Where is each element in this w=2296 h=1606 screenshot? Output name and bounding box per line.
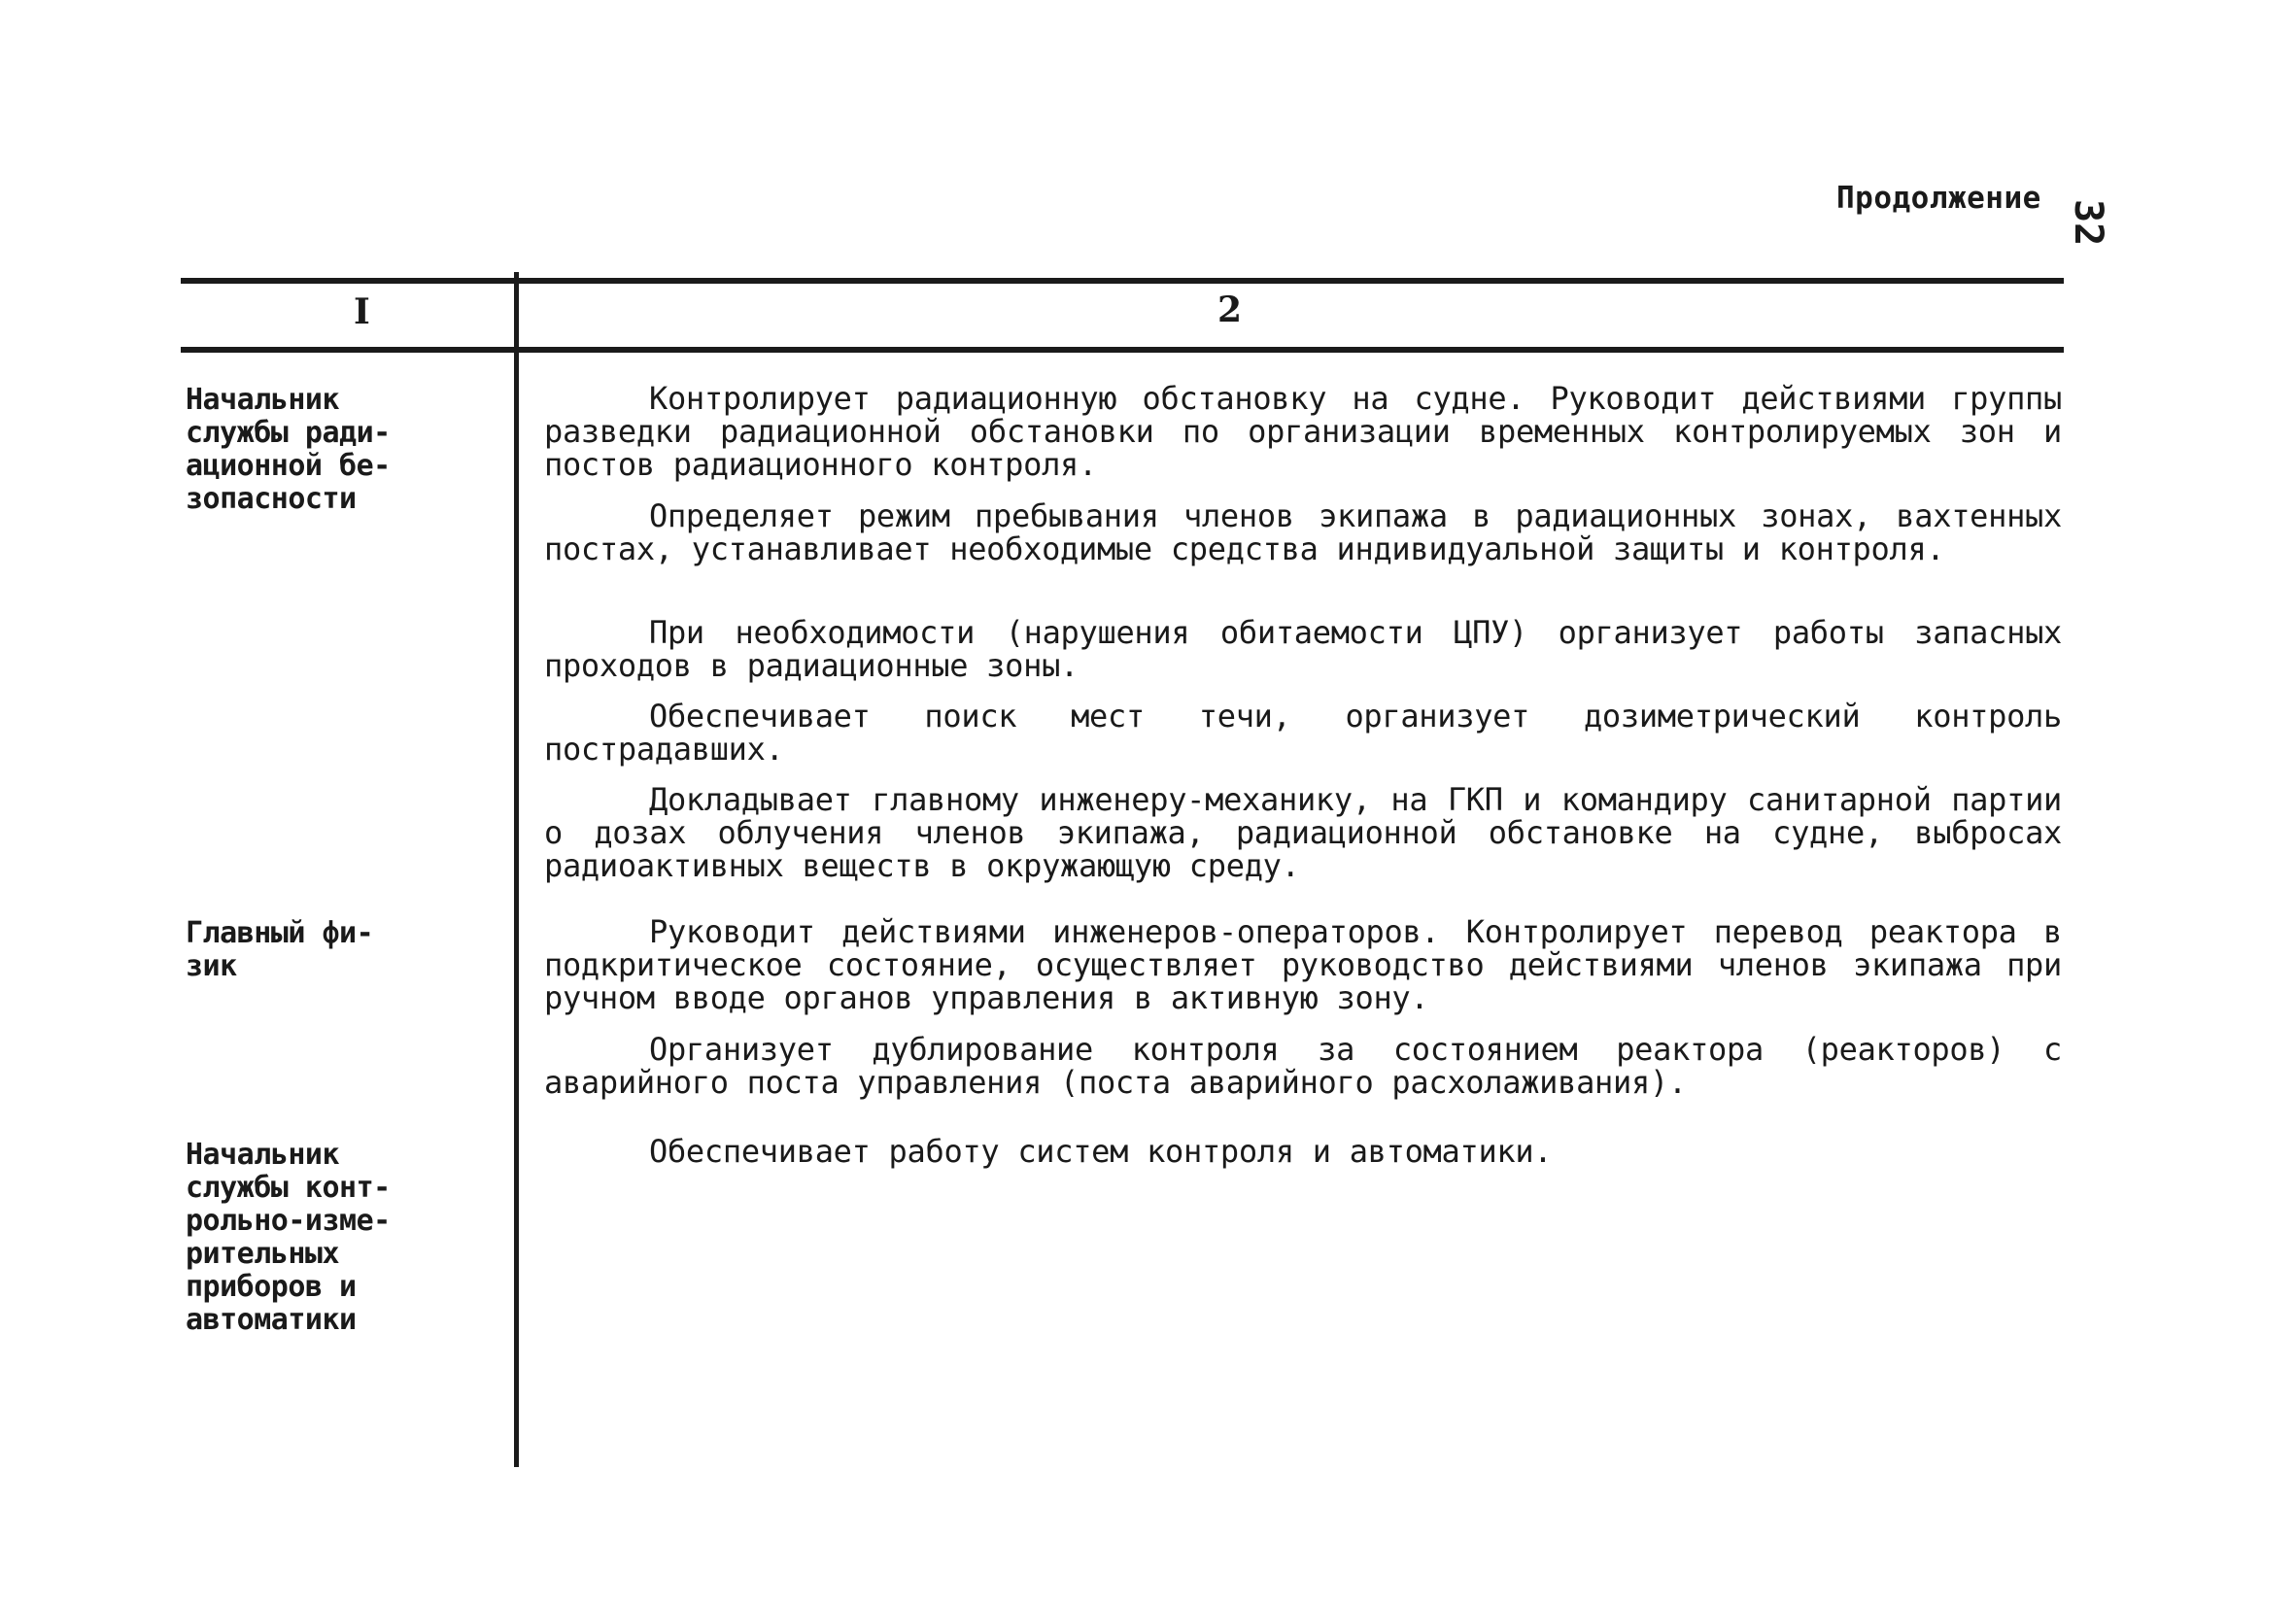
role-instrumentation-service-chief: Начальник службы конт- рольно-изме- рительных приборов и автоматики — [186, 1138, 391, 1337]
continuation-label: Продолжение — [1836, 181, 2041, 216]
table-top-rule — [181, 278, 2064, 284]
duty-paragraph: Обеспечивает поиск мест течи, организует дозиметрический контроль пострадавших. — [544, 698, 2062, 768]
duty-paragraph: Докладывает главному инженеру-механику, на ГКП и командиру санитарной партии о дозах облучения членов экипажа, радиационной обстановке на судне, выбросах радиоактивных веществ в окружающую среду. — [544, 781, 2062, 884]
page-number: 32 — [2066, 199, 2110, 247]
duty-paragraph: Руководит действиями инженеров-операторов. Контролирует перевод реактора в подкритическое состояние, осуществляет руководство действиями членов экипажа при ручном вводе органов управления в активную зону. — [544, 913, 2062, 1016]
column-divider — [514, 272, 519, 1467]
duty-paragraph: Определяет режим пребывания членов экипажа в радиационных зонах, вахтенных постах, устанавливает необходимые средства индивидуальной защиты и контроля. — [544, 497, 2062, 567]
role-radiation-safety-chief: Начальник службы ради- ационной бе- зопасности — [186, 383, 391, 516]
duty-paragraph: Контролирует радиационную обстановку на судне. Руководит действиями группы разведки радиационной обстановки по организации временных контролируемых зон и постов радиационного контроля. — [544, 380, 2062, 483]
duty-paragraph: Обеспечивает работу систем контроля и автоматики. — [649, 1133, 1553, 1170]
table-header-rule — [181, 347, 2064, 353]
role-chief-physicist: Главный фи- зик — [186, 916, 374, 983]
column-header-1: I — [354, 291, 370, 332]
duty-paragraph: Организует дублирование контроля за состоянием реактора (реакторов) с аварийного поста управления (поста аварийного расхолаживания). — [544, 1031, 2062, 1101]
duty-paragraph: При необходимости (нарушения обитаемости ЦПУ) организует работы запасных проходов в радиационные зоны. — [544, 614, 2062, 684]
column-header-2: 2 — [1217, 290, 1243, 330]
